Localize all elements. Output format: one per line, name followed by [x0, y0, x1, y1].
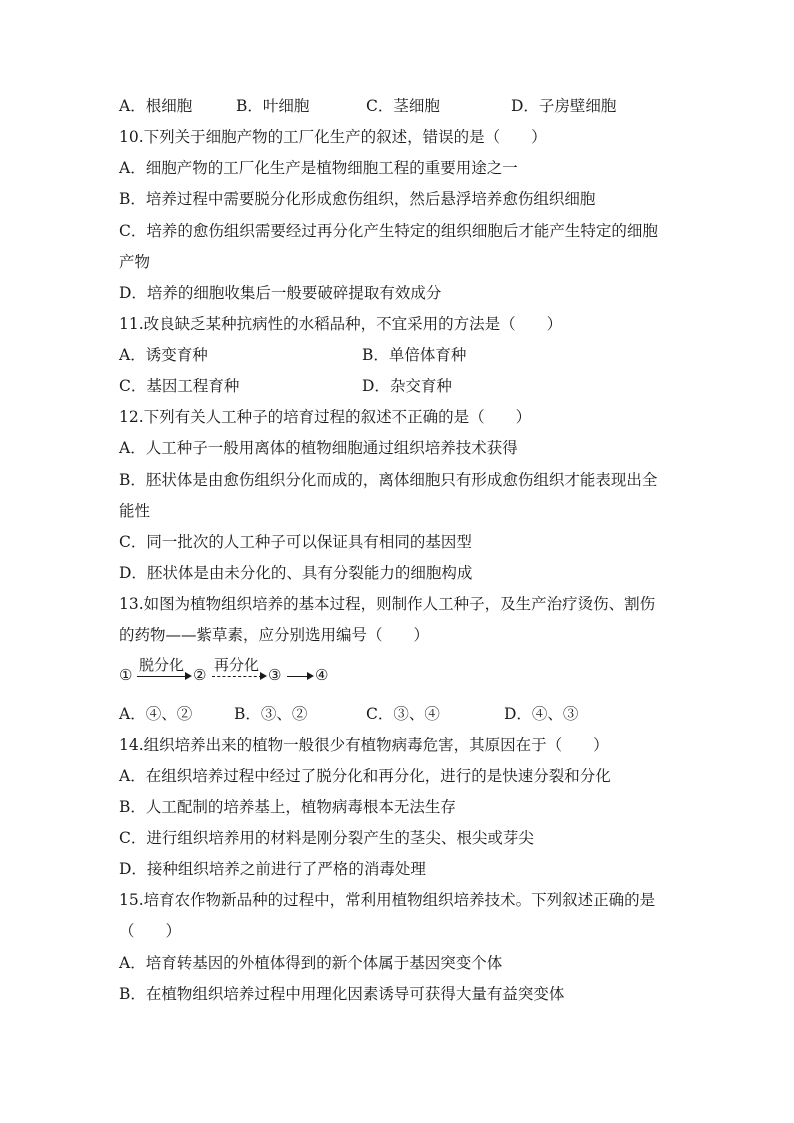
q14-option-d[interactable]: D．接种组织培养之前进行了严格的消毒处理 [119, 860, 426, 878]
q9-options [119, 96, 679, 116]
q13-option-b[interactable]: B．③、② [234, 705, 308, 723]
flow-arrowhead-2 [260, 672, 267, 680]
q10-option-a[interactable]: A．细胞产物的工厂化生产是植物细胞工程的重要用途之一 [119, 159, 518, 177]
q15-option-a[interactable]: A．培育转基因的外植体得到的新个体属于基因突变个体 [119, 954, 503, 972]
q13-stem: 13.如图为植物组织培养的基本过程，则制作人工种子，及生产治疗烫伤、割伤 [119, 595, 656, 613]
q9-option-b[interactable]: B．叶细胞 [236, 97, 310, 115]
q14-option-b[interactable]: B．人工配制的培养基上，植物病毒根本无法生存 [119, 798, 456, 816]
q11-options-row1 [119, 345, 619, 365]
q13-option-d[interactable]: D．④、③ [504, 705, 579, 723]
q14-option-c[interactable]: C．进行组织培养用的材料是刚分裂产生的茎尖、根尖或芽尖 [119, 829, 534, 847]
q9-option-d[interactable]: D．子房壁细胞 [511, 97, 617, 115]
q15-option-b[interactable]: B．在植物组织培养过程中用理化因素诱导可获得大量有益突变体 [119, 985, 565, 1003]
q12-option-c[interactable]: C．同一批次的人工种子可以保证具有相同的基因型 [119, 533, 472, 551]
q13-options [119, 704, 679, 724]
flow-node-1: ① [119, 666, 133, 684]
flow-label-redifferentiation: 再分化 [214, 656, 260, 674]
q10-option-d[interactable]: D．培养的细胞收集后一般要破碎提取有效成分 [119, 284, 442, 302]
q11-stem: 11.改良缺乏某种抗病性的水稻品种，不宜采用的方法是（ ） [119, 315, 563, 333]
q9-option-a[interactable]: A．根细胞 [119, 97, 193, 115]
q13-option-c[interactable]: C．③、④ [366, 705, 440, 723]
q15-stem: 15.培育农作物新品种的过程中，常利用植物组织培养技术。下列叙述正确的是 [119, 891, 656, 909]
q10-option-b[interactable]: B．培养过程中需要脱分化形成愈伤组织，然后悬浮培养愈伤组织细胞 [119, 190, 596, 208]
q11-option-b[interactable]: B．单倍体育种 [362, 346, 467, 364]
flow-node-4: ④ [315, 666, 329, 684]
q13-stem-cont: 的药物——紫草素，应分别选用编号（ ） [119, 626, 430, 644]
q10-stem: 10.下列关于细胞产物的工厂化生产的叙述，错误的是（ ） [119, 128, 547, 146]
q9-option-c[interactable]: C．茎细胞 [366, 97, 440, 115]
flow-arrow-3 [287, 676, 309, 677]
flow-label-dedifferentiation: 脱分化 [139, 656, 185, 674]
tissue-culture-flow-diagram [119, 652, 359, 692]
q12-option-d[interactable]: D．胚状体是由未分化的、具有分裂能力的细胞构成 [119, 564, 473, 582]
q10-option-c[interactable]: C．培养的愈伤组织需要经过再分化产生特定的组织细胞后才能产生特定的细胞 [119, 222, 658, 240]
q12-stem: 12.下列有关人工种子的培育过程的叙述不正确的是（ ） [119, 408, 532, 426]
flow-node-2: ② [193, 666, 207, 684]
q15-stem-cont: （ ） [119, 922, 182, 940]
q14-option-a[interactable]: A．在组织培养过程中经过了脱分化和再分化，进行的是快速分裂和分化 [119, 767, 611, 785]
q10-option-c-cont: 产物 [119, 253, 151, 271]
flow-arrow-2 [212, 676, 262, 677]
flow-arrowhead-3 [307, 672, 314, 680]
q11-option-d[interactable]: D．杂交育种 [362, 377, 452, 395]
flow-arrow-1 [137, 676, 187, 677]
q11-options-row2 [119, 376, 619, 396]
q11-option-c[interactable]: C．基因工程育种 [119, 377, 240, 395]
q11-option-a[interactable]: A．诱变育种 [119, 346, 208, 364]
q14-stem: 14.组织培养出来的植物一般很少有植物病毒危害，其原因在于（ ） [119, 736, 609, 754]
q12-option-a[interactable]: A．人工种子一般用离体的植物细胞通过组织培养技术获得 [119, 439, 518, 457]
flow-node-3: ③ [268, 666, 282, 684]
flow-arrowhead-1 [185, 672, 192, 680]
q12-option-b[interactable]: B．胚状体是由愈伤组织分化而成的，离体细胞只有形成愈伤组织才能表现出全 [119, 471, 658, 489]
q13-option-a[interactable]: A．④、② [119, 705, 193, 723]
q12-option-b-cont: 能性 [119, 502, 151, 520]
